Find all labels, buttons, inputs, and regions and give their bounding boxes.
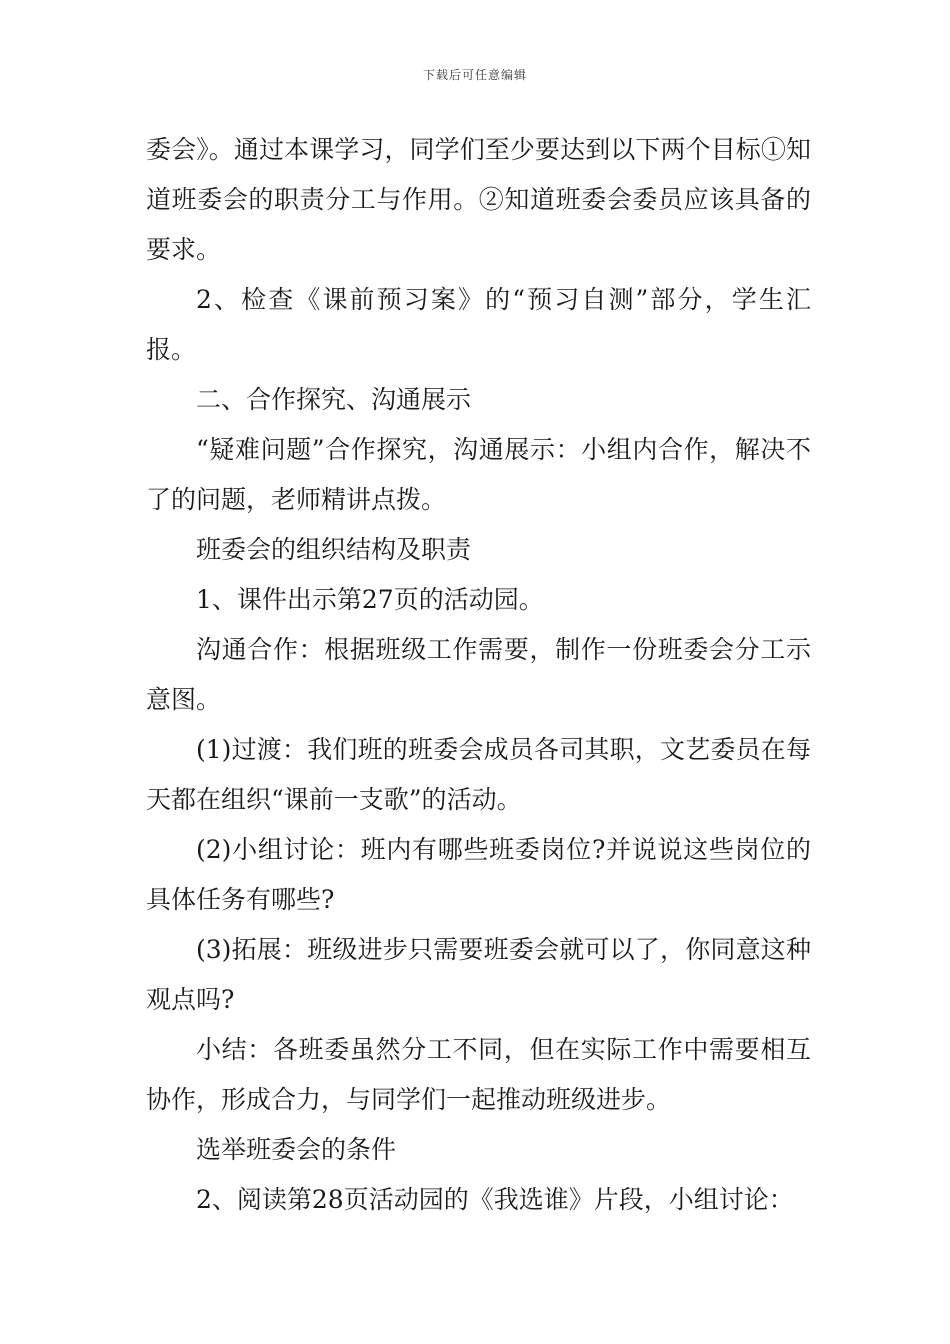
document-body [146, 125, 811, 1225]
paragraph-continuation: 委会》。通过本课学习，同学们至少要达到以下两个目标①知道班委会的职责分工与作用。②知道班委会委员应该具备的要求。 [146, 135, 811, 264]
paragraph-communication: 沟通合作：根据班级工作需要，制作一份班委会分工示意图。 [146, 635, 811, 714]
paragraph-check-preview: 2、检查《课前预习案》的“预习自测”部分，学生汇报。 [146, 285, 811, 364]
page-header: 下载后可任意编辑 [422, 68, 527, 82]
paragraph-group-discussion: (2)小组讨论：班内有哪些班委岗位?并说说这些岗位的具体任务有哪些? [146, 835, 811, 914]
paragraph-courseware: 1、课件出示第27页的活动园。 [196, 585, 544, 614]
paragraph-difficult-questions: “疑难问题”合作探究，沟通展示：小组内合作，解决不了的问题，老师精讲点拨。 [146, 435, 811, 514]
paragraph-summary: 小结：各班委虽然分工不同，但在实际工作中需要相互协作，形成合力，与同学们一起推动班级进步。 [146, 1035, 811, 1114]
paragraph-reading: 2、阅读第28页活动园的《我选谁》片段，小组讨论： [196, 1185, 794, 1214]
subheading-election: 选举班委会的条件 [196, 1135, 397, 1164]
section-heading-cooperation: 二、合作探究、沟通展示 [196, 385, 472, 414]
subheading-structure: 班委会的组织结构及职责 [196, 535, 472, 564]
paragraph-transition: (1)过渡：我们班的班委会成员各司其职，文艺委员在每天都在组织“课前一支歌”的活动。 [146, 735, 811, 814]
paragraph-extension: (3)拓展：班级进步只需要班委会就可以了，你同意这种观点吗? [146, 935, 811, 1014]
